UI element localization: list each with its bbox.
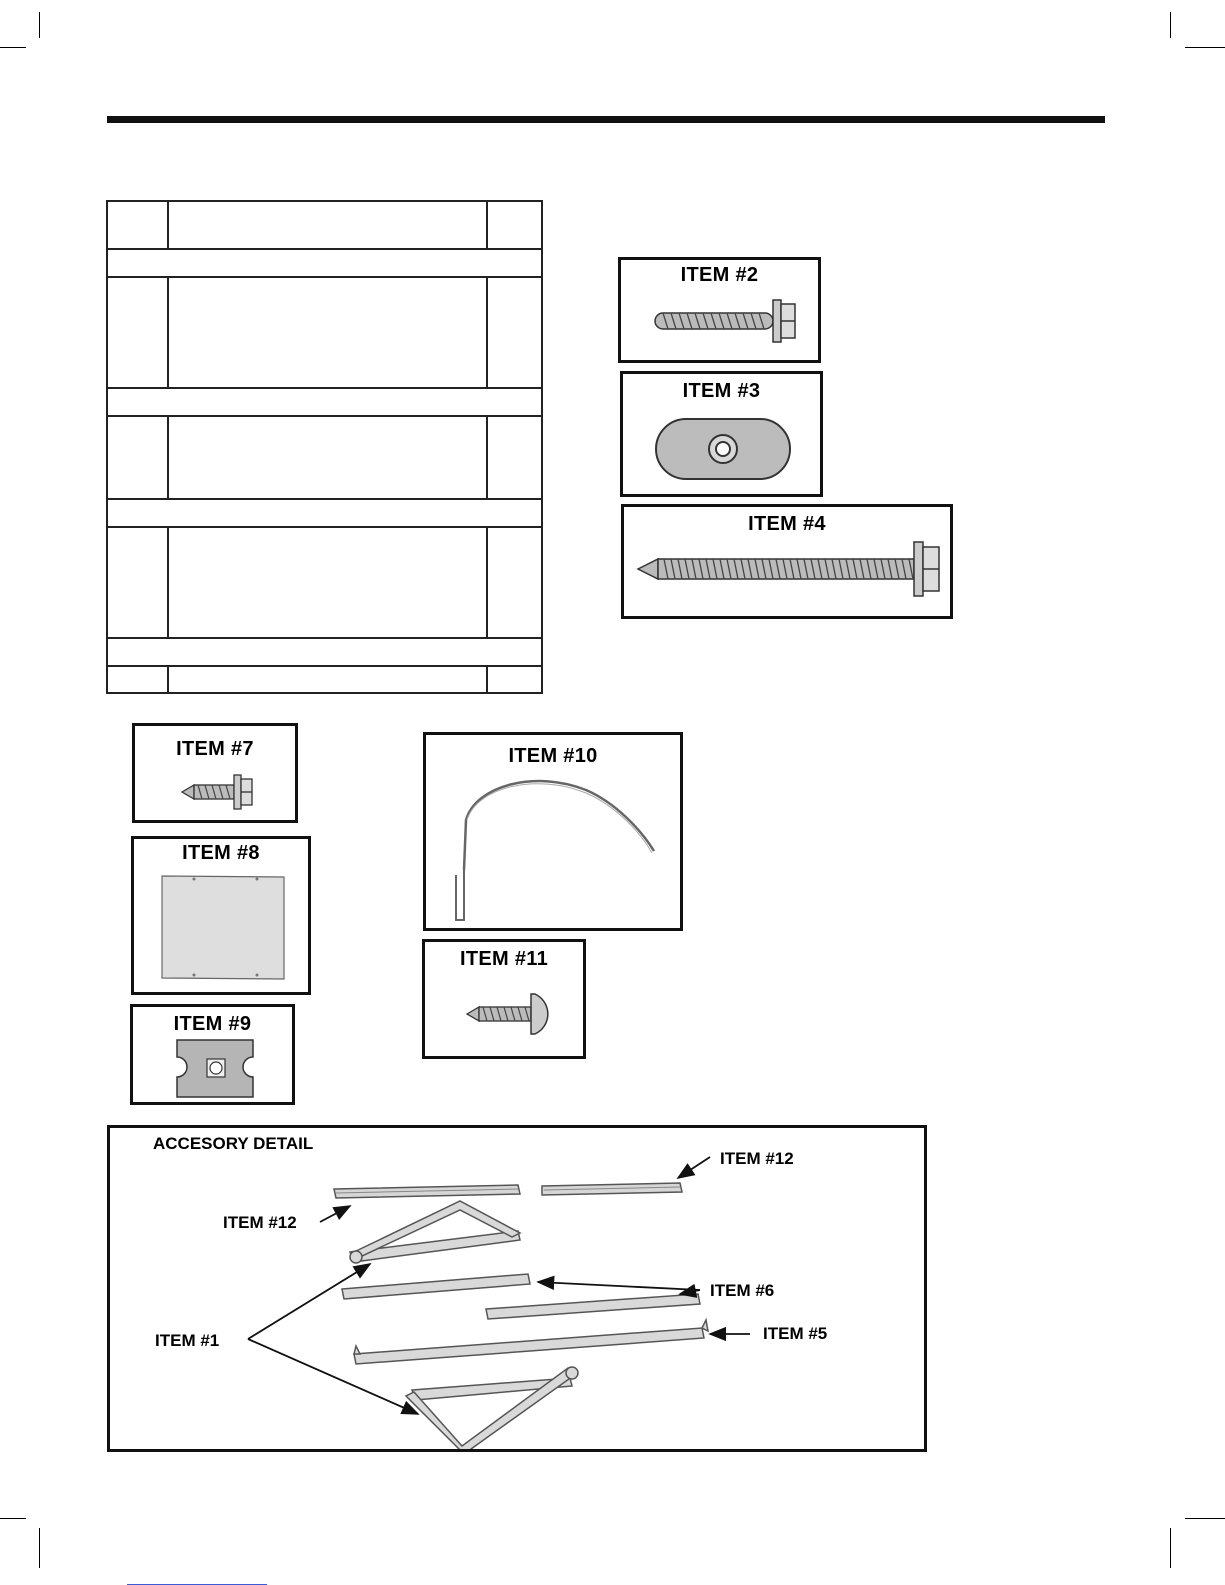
hook-rod-icon bbox=[436, 775, 676, 925]
short-screw-icon bbox=[180, 772, 260, 812]
item-10-box bbox=[423, 732, 683, 931]
table-cell bbox=[168, 666, 487, 693]
table-cell bbox=[107, 527, 168, 638]
table-cell bbox=[168, 527, 487, 638]
table-row bbox=[107, 277, 542, 388]
crop-mark bbox=[0, 47, 26, 48]
item-3-label: ITEM #3 bbox=[682, 380, 761, 402]
item-9-box bbox=[130, 1004, 295, 1105]
table-cell bbox=[168, 416, 487, 499]
item-1-bracket-upper bbox=[350, 1201, 520, 1263]
table-row bbox=[107, 666, 542, 693]
table-cell bbox=[107, 666, 168, 693]
item-6-bar bbox=[342, 1274, 700, 1319]
table-cell bbox=[487, 201, 542, 249]
item-5-bar bbox=[354, 1320, 708, 1364]
accessory-parts-illustration bbox=[110, 1128, 924, 1449]
item-2-box bbox=[618, 257, 821, 363]
table-cell bbox=[107, 201, 168, 249]
table-cell bbox=[487, 527, 542, 638]
washer-icon bbox=[643, 414, 803, 484]
panel-icon bbox=[159, 873, 289, 983]
item-2-label: ITEM #2 bbox=[680, 264, 759, 286]
crop-mark bbox=[1170, 12, 1171, 38]
parts-table bbox=[106, 200, 543, 694]
item-12-rail bbox=[334, 1183, 682, 1198]
table-cell bbox=[487, 277, 542, 388]
clip-icon bbox=[171, 1037, 261, 1102]
crop-mark bbox=[39, 12, 40, 38]
item-7-label: ITEM #7 bbox=[176, 738, 254, 760]
item-1-bracket-lower bbox=[406, 1367, 578, 1449]
item-3-box bbox=[620, 371, 823, 497]
table-row bbox=[107, 527, 542, 638]
item-6-label: ITEM #6 bbox=[710, 1281, 775, 1300]
item-12-label-right: ITEM #12 bbox=[720, 1149, 794, 1168]
table-cell bbox=[487, 666, 542, 693]
item-11-box bbox=[422, 939, 586, 1059]
table-row bbox=[107, 416, 542, 499]
table-cell bbox=[487, 416, 542, 499]
table-section-row bbox=[107, 499, 542, 527]
item-12-label-left: ITEM #12 bbox=[223, 1213, 297, 1232]
table-section-row bbox=[107, 638, 542, 666]
item-10-label: ITEM #10 bbox=[508, 745, 598, 767]
header-rule bbox=[107, 116, 1105, 123]
item-4-box bbox=[621, 504, 953, 619]
table-row bbox=[107, 201, 542, 249]
crop-mark bbox=[1185, 47, 1225, 48]
item-8-box bbox=[131, 836, 311, 995]
crop-mark bbox=[39, 1528, 40, 1568]
table-row bbox=[107, 499, 542, 527]
table-row bbox=[107, 388, 542, 416]
table-cell bbox=[107, 277, 168, 388]
item-11-label: ITEM #11 bbox=[460, 948, 548, 970]
item-9-label: ITEM #9 bbox=[173, 1013, 252, 1035]
crop-mark bbox=[1170, 1528, 1171, 1568]
accessory-detail-box bbox=[107, 1125, 927, 1452]
table-cell bbox=[107, 416, 168, 499]
table-section-row bbox=[107, 388, 542, 416]
crop-mark bbox=[0, 1518, 26, 1519]
item-4-label: ITEM #4 bbox=[748, 513, 826, 535]
accessory-title: ACCESORY DETAIL bbox=[153, 1134, 314, 1153]
screw-icon bbox=[651, 296, 801, 346]
table-section-row bbox=[107, 249, 542, 277]
crop-mark bbox=[1185, 1518, 1225, 1519]
item-7-box bbox=[132, 723, 298, 823]
truss-screw-icon bbox=[465, 990, 565, 1040]
table-cell bbox=[168, 277, 487, 388]
item-5-label: ITEM #5 bbox=[763, 1324, 828, 1343]
lag-screw-icon bbox=[634, 539, 944, 599]
table-row bbox=[107, 249, 542, 277]
table-cell bbox=[168, 201, 487, 249]
item-1-label: ITEM #1 bbox=[155, 1331, 220, 1350]
item-8-label: ITEM #8 bbox=[182, 842, 260, 864]
table-row bbox=[107, 638, 542, 666]
